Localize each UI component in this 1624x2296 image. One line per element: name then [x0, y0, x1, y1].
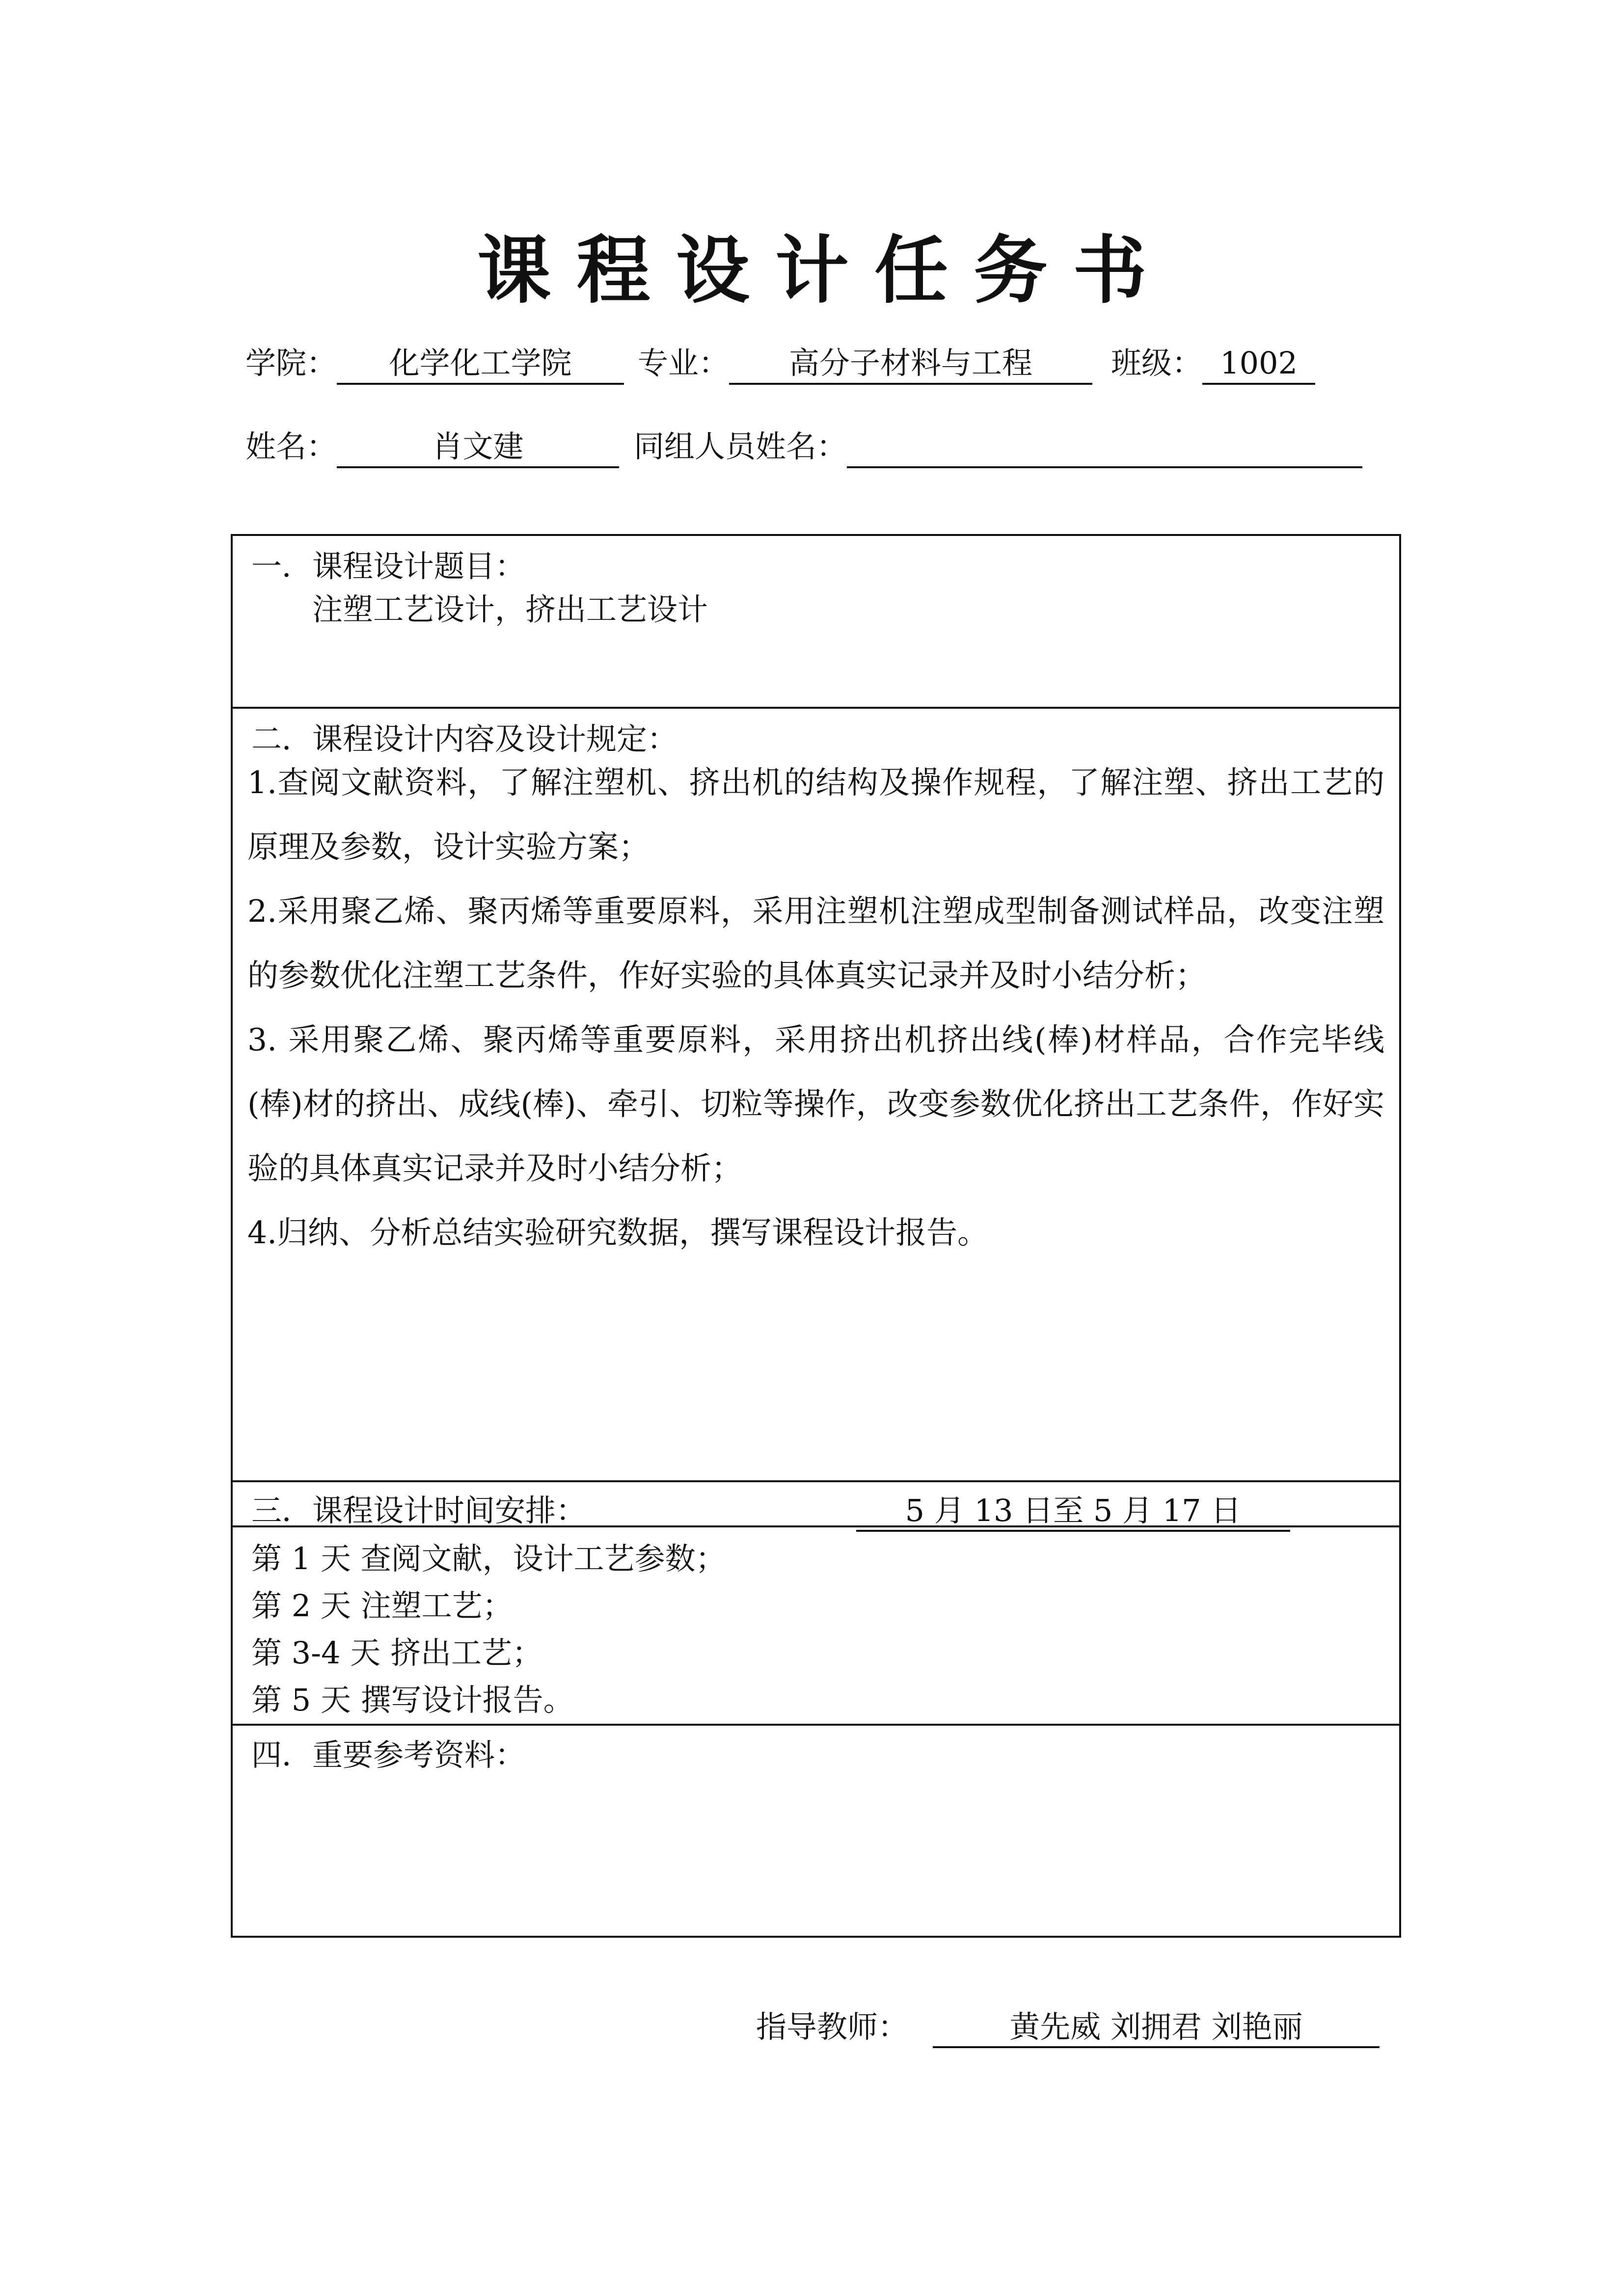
- section-topic: [233, 536, 1399, 709]
- section-topic-content: 注塑工艺设计，挤出工艺设计: [312, 591, 708, 627]
- document-title: 课 程 设 计 任 务 书: [477, 228, 1147, 314]
- major-label: 专业：: [638, 345, 730, 381]
- schedule-item: 第 5 天 撰写设计报告。: [251, 1682, 574, 1718]
- name-label: 姓名：: [245, 428, 337, 464]
- section-references-heading: 四．重要参考资料：: [251, 1737, 526, 1773]
- advisor-names: 黄先威 刘拥君 刘艳丽: [933, 2002, 1380, 2048]
- section-schedule: [233, 1527, 1399, 1726]
- section-content-heading: 二．课程设计内容及设计规定：: [251, 721, 678, 757]
- group-label: 同组人员姓名：: [634, 428, 847, 464]
- schedule-item: 第 2 天 注塑工艺；: [251, 1588, 513, 1624]
- schedule-item: 第 3-4 天 挤出工艺；: [251, 1635, 542, 1671]
- section-references: [233, 1726, 1399, 1937]
- schedule-item: 第 1 天 查阅文献，设计工艺参数；: [251, 1541, 726, 1576]
- content-item: 1.查阅文献资料，了解注塑机、挤出机的结构及操作规程，了解注塑、挤出工艺的原理及参数，设计实验方案；: [247, 765, 1384, 865]
- class-value: 1002: [1202, 344, 1315, 385]
- college-value: 化学化工学院: [337, 344, 624, 385]
- section-content: [233, 709, 1399, 1482]
- group-value: [847, 427, 1362, 468]
- name-value: 肖文建: [337, 427, 619, 468]
- section-topic-heading: 一．课程设计题目：: [251, 548, 526, 584]
- task-table: [231, 534, 1401, 1938]
- content-item: 2.采用聚乙烯、聚丙烯等重要原料，采用注塑机注塑成型制备测试样品，改变注塑的参数优化注塑工艺条件，作好实验的具体真实记录并及时小结分析；: [247, 893, 1384, 993]
- header-line-2: [245, 427, 1362, 468]
- section-schedule-heading: 三．课程设计时间安排：: [251, 1493, 587, 1528]
- section-schedule-header: [233, 1482, 1399, 1527]
- college-label: 学院：: [245, 345, 337, 381]
- major-value: 高分子材料与工程: [729, 344, 1092, 385]
- advisor-signature: [756, 2002, 1380, 2048]
- section-content-items: [247, 750, 1384, 1265]
- class-label: 班级：: [1111, 345, 1203, 381]
- header-line-1: [245, 344, 1315, 385]
- advisor-label: 指导教师：: [756, 2009, 909, 2045]
- content-item: 3. 采用聚乙烯、聚丙烯等重要原料，采用挤出机挤出线(棒)材样品，合作完毕线(棒)材的挤出、成线(棒)、牵引、切粒等操作，改变参数优化挤出工艺条件，作好实验的具体真实记录并及时小结分析；: [247, 1022, 1384, 1186]
- schedule-dates: 5 月 13 日至 5 月 17 日: [856, 1486, 1290, 1532]
- content-item: 4.归纳、分析总结实验研究数据，撰写课程设计报告。: [247, 1215, 989, 1251]
